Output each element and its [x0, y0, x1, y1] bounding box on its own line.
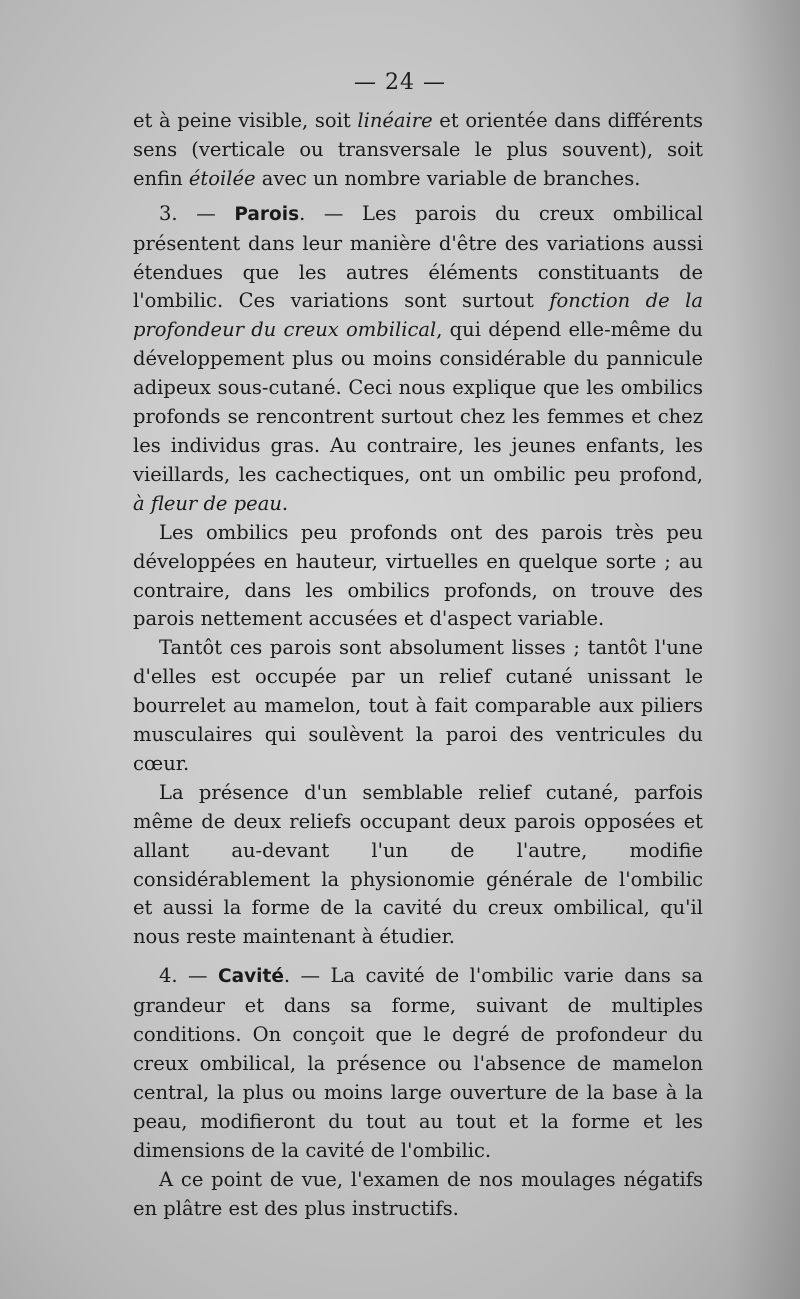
section-heading-cavite: Cavité — [218, 966, 284, 988]
italic-term-lineaire: linéaire — [357, 109, 433, 132]
text-run: . — Les parois du creux ombilical présentent dans leur manière d'être des variations aussi étendues que les autres éléments constituants de l'ombilic. Ces variations sont surtout — [133, 201, 703, 313]
paragraph-continuation — [133, 107, 703, 194]
page-body — [133, 107, 703, 1223]
text-run: . — [281, 491, 289, 515]
italic-phrase: à fleur de peau — [133, 491, 282, 515]
section-parois — [133, 200, 703, 519]
section-heading-parois: Parois — [234, 203, 300, 225]
section-number: 4. — — [159, 964, 219, 988]
paragraph: Les ombilics peu profonds ont des parois très peu développées en hauteur, virtuelles en quelque sorte ; au contraire, dans les ombilics profonds, on trouve des parois nettement accusées et d'aspect variable. — [133, 520, 703, 631]
text-run: , qui dépend elle-même du développement plus ou moins considérable du pannicule adipeux sous-cutané. Ceci nous explique que les ombilics profonds se rencontrent surtout chez les femmes et chez les individus gras. Au contraire, les jeunes enfants, les vieillards, les cachectiques, ont un ombilic peu profond, — [133, 318, 703, 486]
section-cavite — [133, 962, 703, 1165]
text-run: avec un nombre variable de branches. — [255, 166, 641, 190]
text-run: . — La cavité de l'ombilic varie dans sa grandeur et dans sa forme, suivant de multiples conditions. On conçoit que le degré de profondeur du creux ombilical, la présence ou l'absence de mamelon central, la plus ou moins large ouverture de la base à la peau, modifieront du tout au tout et la forme et les dimensions de la cavité de l'ombilic. — [133, 964, 703, 1162]
page-number: — 24 — — [354, 70, 446, 95]
paragraph: Tantôt ces parois sont absolument lisses ; tantôt l'une d'elles est occupée par un relief cutané unissant le bourrelet au mamelon, tout à fait comparable aux piliers musculaires qui soulèvent la paroi des ventricules du cœur. — [133, 636, 703, 775]
italic-phrase: fonction de la profondeur du creux ombilical — [133, 289, 704, 342]
italic-term-etoilee: étoilée — [188, 166, 256, 190]
text-run: et orientée dans différents sens (verticale ou transversale le plus souvent), soit enfin — [133, 109, 703, 190]
paragraph: A ce point de vue, l'examen de nos moulages négatifs en plâtre est des plus instructifs. — [133, 1167, 703, 1220]
paragraph: La présence d'un semblable relief cutané, parfois même de deux reliefs occupant deux parois opposées et allant au-devant l'un de l'autre, modifie considérablement la physionomie générale de l'ombilic et aussi la forme de la cavité du creux ombilical, qu'il nous reste maintenant à étudier. — [133, 780, 703, 949]
section-number: 3. — — [159, 201, 235, 225]
text-run: et à peine visible, soit — [133, 109, 358, 132]
